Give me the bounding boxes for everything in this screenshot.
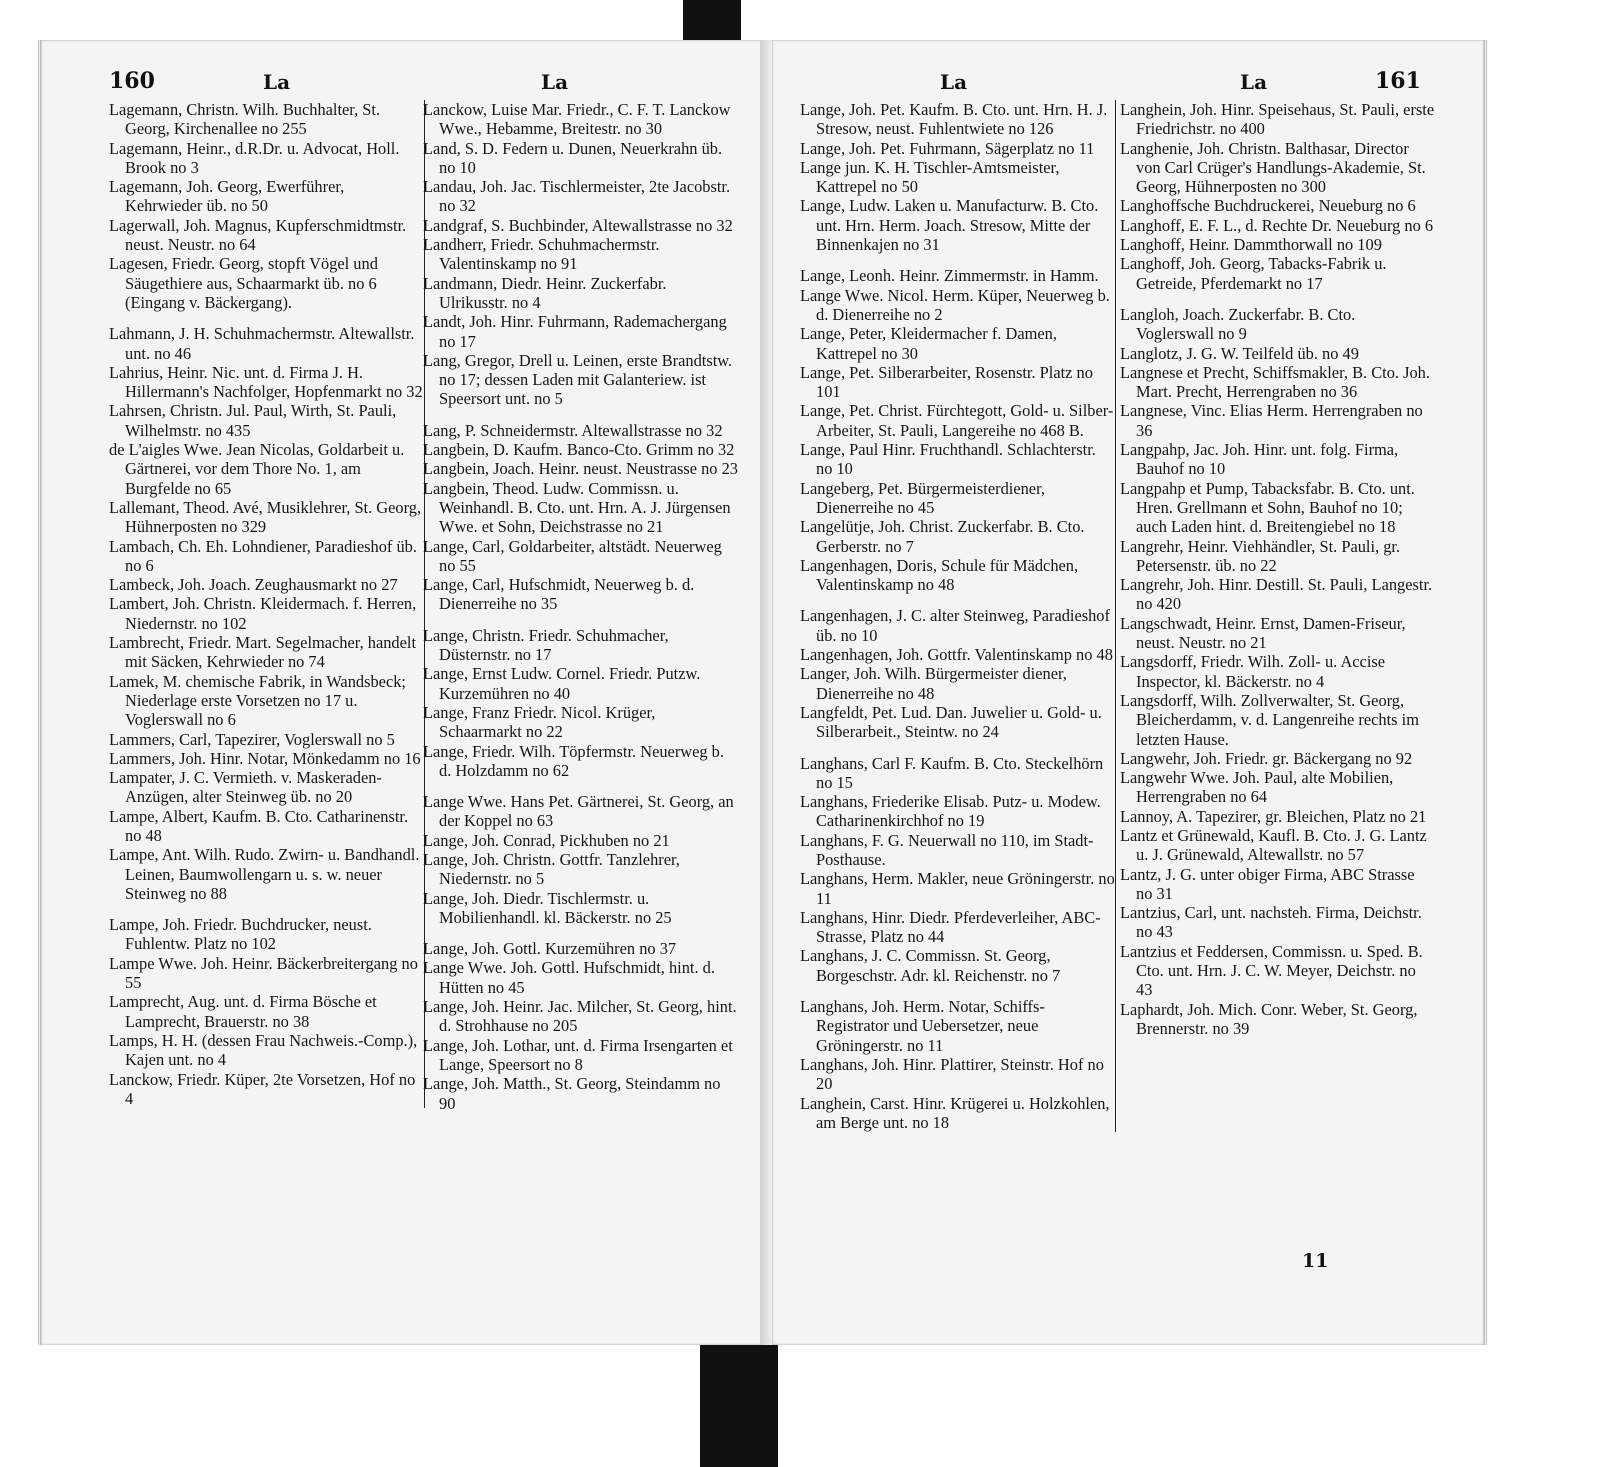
directory-entry: Lange Wwe. Joh. Gottl. Hufschmidt, hint. d. Hütten no 45 xyxy=(423,958,715,997)
directory-entry: Lantz et Grünewald, Kaufl. B. Cto. J. G. Lantz u. J. Grünewald, Altewallstr. no 57 xyxy=(1120,825,1427,865)
directory-entry: Langhein, Joh. Hinr. Speisehaus, St. Pauli, erste Friedrichstr. no 400 xyxy=(1120,100,1435,139)
entry-gap xyxy=(800,254,1115,266)
directory-entry: Langnese, Vinc. Elias Herm. Herrengraben no 36 xyxy=(1120,401,1423,440)
directory-entry: Lahrius, Heinr. Nic. unt. d. Firma J. H. Hillermann's Nachfolger, Hopfenmarkt no 32 xyxy=(109,362,423,402)
directory-entry: Lagemann, Joh. Georg, Ewerführer, Kehrwieder üb. no 50 xyxy=(109,177,345,216)
directory-entry: Lange, Pet. Christ. Fürchtegott, Gold- u. Silber-Arbeiter, St. Pauli, Langereihe no 468 B. xyxy=(800,401,1114,440)
signature-mark: 11 xyxy=(1302,1250,1329,1272)
directory-entry: Lantzius, Carl, unt. nachsteh. Firma, Deichstr. no 43 xyxy=(1120,903,1422,942)
directory-entry: Lammers, Carl, Tapezirer, Voglerswall no 5 xyxy=(109,729,395,749)
directory-entry: Langsdorff, Friedr. Wilh. Zoll- u. Accise Inspector, kl. Bäckerstr. no 4 xyxy=(1120,652,1386,691)
entry-gap xyxy=(800,594,1115,606)
directory-entry: Laphardt, Joh. Mich. Conr. Weber, St. Georg, Brennerstr. no 39 xyxy=(1120,999,1418,1038)
entry-gap xyxy=(800,742,1115,754)
directory-entry: Lange jun. K. H. Tischler-Amtsmeister, Kattrepel no 50 xyxy=(800,157,1060,197)
directory-entry: Langhans, Carl F. Kaufm. B. Cto. Steckelhörn no 15 xyxy=(800,753,1104,792)
directory-entry: Landgraf, S. Buchbinder, Altewallstrasse no 32 xyxy=(423,215,733,235)
entry-gap xyxy=(423,780,738,792)
directory-entry: Langhans, Herm. Makler, neue Gröningerstr. no 11 xyxy=(800,869,1115,908)
running-header-right: La xyxy=(1240,70,1268,94)
directory-entry: Langenhagen, Joh. Gottfr. Valentinskamp no 48 xyxy=(800,645,1113,665)
directory-entry: Langloh, Joach. Zuckerfabr. B. Cto. Voglerswall no 9 xyxy=(1120,304,1356,344)
directory-entry: Lang, P. Schneidermstr. Altewallstrasse no 32 xyxy=(423,420,723,440)
directory-entry: Lamek, M. chemische Fabrik, in Wandsbeck; Niederlage erste Vorsetzen no 17 u. Voglerswall no 6 xyxy=(109,671,406,730)
directory-entry: Lantzius et Feddersen, Commissn. u. Sped. B. Cto. unt. Hrn. J. C. W. Meyer, Deichstr. no 43 xyxy=(1120,941,1423,1000)
page-number: 160 xyxy=(109,68,155,94)
directory-entry: Langeberg, Pet. Bürgermeisterdiener, Dienerreihe no 45 xyxy=(800,478,1045,517)
entry-gap xyxy=(800,985,1115,997)
running-header-left: La xyxy=(263,70,291,94)
directory-entry: Lambrecht, Friedr. Mart. Segelmacher, handelt mit Säcken, Kehrwieder no 74 xyxy=(109,633,417,672)
directory-entry: Lange, Joh. Matth., St. Georg, Steindamm no 90 xyxy=(423,1074,721,1113)
entry-gap xyxy=(423,614,738,626)
directory-entry: Lange, Carl, Goldarbeiter, altstädt. Neuerweg no 55 xyxy=(423,536,722,575)
directory-entry: Lange, Peter, Kleidermacher f. Damen, Kattrepel no 30 xyxy=(800,324,1057,363)
directory-entry: Langenhagen, Doris, Schule für Mädchen, Valentinskamp no 48 xyxy=(800,555,1079,595)
directory-entry: Lange, Ludw. Laken u. Manufacturw. B. Cto. unt. Hrn. Herm. Joach. Stresow, Mitte der Binnenkajen no 31 xyxy=(800,196,1099,255)
directory-entry: Langrehr, Joh. Hinr. Destill. St. Pauli, Langestr. no 420 xyxy=(1120,575,1433,614)
directory-entry: Lange, Joh. Pet. Kaufm. B. Cto. unt. Hrn. H. J. Stresow, neust. Fuhlentwiete no 126 xyxy=(800,100,1108,139)
directory-entry: Lange, Franz Friedr. Nicol. Krüger, Schaarmarkt no 22 xyxy=(423,702,656,742)
directory-entry: Langhans, Joh. Herm. Notar, Schiffs-Registrator und Uebersetzer, neue Gröningerstr. no 11 xyxy=(800,997,1045,1055)
directory-entry: de L'aigles Wwe. Jean Nicolas, Goldarbeit u. Gärtnerei, vor dem Thore No. 1, am Burgfelde no 65 xyxy=(109,440,405,498)
right-page xyxy=(772,40,1487,1345)
directory-entry: Lagemann, Heinr., d.R.Dr. u. Advocat, Holl. Brook no 3 xyxy=(109,138,400,177)
directory-entry: Lange, Joh. Diedr. Tischlermstr. u. Mobilienhandl. kl. Bäckerstr. no 25 xyxy=(423,888,672,927)
directory-entry: Langhein, Carst. Hinr. Krügerei u. Holzkohlen, am Berge unt. no 18 xyxy=(800,1093,1110,1132)
directory-entry: Lange, Pet. Silberarbeiter, Rosenstr. Platz no 101 xyxy=(800,362,1093,402)
directory-entry: Lange, Joh. Conrad, Pickhuben no 21 xyxy=(423,830,670,850)
right-page-column-1 xyxy=(800,100,1116,1132)
directory-entry: Lampater, J. C. Vermieth. v. Maskeraden-Anzügen, alter Steinweg üb. no 20 xyxy=(109,768,382,807)
directory-entry: Langwehr Wwe. Joh. Paul, alte Mobilien, Herrengraben no 64 xyxy=(1120,768,1394,807)
directory-entry: Lange, Joh. Pet. Fuhrmann, Sägerplatz no 11 xyxy=(800,138,1095,158)
directory-entry: Lange, Joh. Heinr. Jac. Milcher, St. Georg, hint. d. Strohhause no 205 xyxy=(423,997,737,1036)
directory-entry: Lannoy, A. Tapezirer, gr. Bleichen, Platz no 21 xyxy=(1120,806,1427,826)
directory-entry: Langsdorff, Wilh. Zollverwalter, St. Georg, Bleicherdamm, v. d. Langenreihe rechts im letzten Hause. xyxy=(1120,690,1419,749)
directory-entry: Lampe, Albert, Kaufm. B. Cto. Catharinenstr. no 48 xyxy=(109,806,409,845)
entry-gap xyxy=(1120,293,1435,305)
directory-entry: Lamprecht, Aug. unt. d. Firma Bösche et Lamprecht, Brauerstr. no 38 xyxy=(109,992,377,1031)
entry-gap xyxy=(423,409,738,421)
entry-gap xyxy=(423,927,738,939)
directory-entry: Lampe Wwe. Joh. Heinr. Bäckerbreitergang no 55 xyxy=(109,953,418,993)
directory-entry: Lange, Carl, Hufschmidt, Neuerweg b. d. Dienerreihe no 35 xyxy=(423,575,695,614)
directory-entry: Lantz, J. G. unter obiger Firma, ABC Strasse no 31 xyxy=(1120,864,1415,903)
directory-entry: Lange, Joh. Gottl. Kurzemühren no 37 xyxy=(423,939,677,959)
directory-entry: Lange, Ernst Ludw. Cornel. Friedr. Putzw. Kurzemühren no 40 xyxy=(423,664,701,703)
directory-entry: Langschwadt, Heinr. Ernst, Damen-Friseur, neust. Neustr. no 21 xyxy=(1120,613,1406,653)
directory-entry: Langenhagen, J. C. alter Steinweg, Paradieshof üb. no 10 xyxy=(800,606,1110,645)
directory-entry: Langhans, Hinr. Diedr. Pferdeverleiher, ABC-Strasse, Platz no 44 xyxy=(800,907,1101,947)
book-spine-bottom xyxy=(700,1345,778,1467)
directory-entry: Langbein, D. Kaufm. Banco-Cto. Grimm no 32 xyxy=(423,440,735,460)
directory-entry: Langhoff, Heinr. Dammthorwall no 109 xyxy=(1120,235,1382,255)
directory-entry: Lange, Paul Hinr. Fruchthandl. Schlachterstr. no 10 xyxy=(800,440,1096,479)
directory-entry: Langbein, Theod. Ludw. Commissn. u. Weinhandl. B. Cto. unt. Hrn. A. J. Jürgensen Wwe. et Sohn, Deichstrasse no 21 xyxy=(423,478,731,537)
directory-entry: Lagerwall, Joh. Magnus, Kupferschmidtmstr. neust. Neustr. no 64 xyxy=(109,215,407,255)
directory-entry: Lallemant, Theod. Avé, Musiklehrer, St. Georg, Hühnerposten no 329 xyxy=(109,497,422,537)
directory-entry: Langhans, Joh. Hinr. Plattirer, Steinstr. Hof no 20 xyxy=(800,1054,1104,1094)
directory-entry: Lahmann, J. H. Schuhmachermstr. Altewallstr. unt. no 46 xyxy=(109,324,415,363)
directory-entry: Landherr, Friedr. Schuhmachermstr. Valentinskamp no 91 xyxy=(423,235,660,274)
directory-entry: Landmann, Diedr. Heinr. Zuckerfabr. Ulrikusstr. no 4 xyxy=(423,273,667,312)
directory-entry: Langpahp et Pump, Tabacksfabr. B. Cto. unt. Hren. Grellmann et Sohn, Bauhof no 10; auch Laden hint. d. Breitengiebel no 18 xyxy=(1120,478,1415,537)
left-page xyxy=(38,40,763,1345)
directory-entry: Langhans, J. C. Commissn. St. Georg, Borgeschstr. Adr. kl. Reichenstr. no 7 xyxy=(800,946,1061,985)
directory-entry: Lampe, Joh. Friedr. Buchdrucker, neust. Fuhlentw. Platz no 102 xyxy=(109,915,372,954)
directory-entry: Langlotz, J. G. W. Teilfeld üb. no 49 xyxy=(1120,343,1359,363)
left-page-column-1 xyxy=(109,100,425,1108)
directory-entry: Langhenie, Joh. Christn. Balthasar, Director von Carl Crüger's Handlungs-Akademie, St. Georg, Hühnerposten no 300 xyxy=(1120,138,1426,197)
entry-gap xyxy=(109,903,424,915)
directory-entry: Lammers, Joh. Hinr. Notar, Mönkedamm no 16 xyxy=(109,748,421,768)
directory-entry: Lange, Joh. Christn. Gottfr. Tanzlehrer, Niedernstr. no 5 xyxy=(423,849,680,889)
directory-entry: Langhans, Friederike Elisab. Putz- u. Modew. Catharinenkirchhof no 19 xyxy=(800,792,1101,831)
directory-entry: Lahrsen, Christn. Jul. Paul, Wirth, St. Pauli, Wilhelmstr. no 435 xyxy=(109,401,397,440)
page-gutter xyxy=(760,40,772,1345)
directory-entry: Lange, Friedr. Wilh. Töpfermstr. Neuerweg b. d. Holzdamm no 62 xyxy=(423,741,724,780)
directory-entry: Lanckow, Friedr. Küper, 2te Vorsetzen, Hof no 4 xyxy=(109,1069,416,1108)
running-header-right: La xyxy=(541,70,569,94)
directory-entry: Lange Wwe. Hans Pet. Gärtnerei, St. Georg, an der Koppel no 63 xyxy=(423,792,734,831)
directory-entry: Lange, Joh. Lothar, unt. d. Firma Irsengarten et Lange, Speersort no 8 xyxy=(423,1035,733,1074)
directory-entry: Langnese et Precht, Schiffsmakler, B. Cto. Joh. Mart. Precht, Herrengraben no 36 xyxy=(1120,362,1430,402)
directory-entry: Lambeck, Joh. Joach. Zeughausmarkt no 27 xyxy=(109,575,398,595)
directory-entry: Lange, Leonh. Heinr. Zimmermstr. in Hamm. xyxy=(800,266,1099,286)
directory-entry: Lange, Christn. Friedr. Schuhmacher, Düsternstr. no 17 xyxy=(423,625,669,665)
directory-entry: Langfeldt, Pet. Lud. Dan. Juwelier u. Gold- u. Silberarbeit., Steintw. no 24 xyxy=(800,702,1102,742)
directory-entry: Landt, Joh. Hinr. Fuhrmann, Rademachergang no 17 xyxy=(423,312,727,351)
directory-entry: Langwehr, Joh. Friedr. gr. Bäckergang no 92 xyxy=(1120,748,1413,768)
directory-entry: Lamps, H. H. (dessen Frau Nachweis.-Comp.), Kajen unt. no 4 xyxy=(109,1030,418,1070)
directory-entry: Lagesen, Friedr. Georg, stopft Vögel und Säugethiere aus, Schaarmarkt üb. no 6 (Eingang v. Bäckergang). xyxy=(109,254,378,312)
entry-gap xyxy=(109,312,424,324)
directory-entry: Langelütje, Joh. Christ. Zuckerfabr. B. Cto. Gerberstr. no 7 xyxy=(800,517,1085,556)
running-header-left: La xyxy=(940,70,968,94)
directory-entry: Langpahp, Jac. Joh. Hinr. unt. folg. Firma, Bauhof no 10 xyxy=(1120,440,1399,479)
directory-entry: Langhoffsche Buchdruckerei, Neueburg no 6 xyxy=(1120,196,1416,216)
directory-entry: Lambach, Ch. Eh. Lohndiener, Paradieshof üb. no 6 xyxy=(109,536,417,575)
directory-entry: Langer, Joh. Wilh. Bürgermeister diener, Dienerreihe no 48 xyxy=(800,664,1067,703)
directory-entry: Lampe, Ant. Wilh. Rudo. Zwirn- u. Bandhandl. Leinen, Baumwollengarn u. s. w. neuer Steinweg no 88 xyxy=(109,845,420,903)
page-number: 161 xyxy=(1375,68,1421,94)
directory-entry: Lanckow, Luise Mar. Friedr., C. F. T. Lanckow Wwe., Hebamme, Breitestr. no 30 xyxy=(423,100,731,139)
directory-entry: Langbein, Joach. Heinr. neust. Neustrasse no 23 xyxy=(423,459,738,479)
directory-entry: Lange Wwe. Nicol. Herm. Küper, Neuerweg b. d. Dienerreihe no 2 xyxy=(800,285,1110,324)
directory-entry: Land, S. D. Federn u. Dunen, Neuerkrahn üb. no 10 xyxy=(423,138,723,177)
left-page-column-2 xyxy=(423,100,738,1113)
directory-entry: Langrehr, Heinr. Viehhändler, St. Pauli, gr. Petersenstr. üb. no 22 xyxy=(1120,536,1401,575)
directory-entry: Langhans, F. G. Neuerwall no 110, im Stadt-Posthause. xyxy=(800,830,1094,869)
book-spine-top xyxy=(683,0,741,40)
directory-entry: Landau, Joh. Jac. Tischlermeister, 2te Jacobstr. no 32 xyxy=(423,177,731,216)
directory-entry: Lang, Gregor, Drell u. Leinen, erste Brandtstw. no 17; dessen Laden mit Galanteriew. ist Speersort unt. no 5 xyxy=(423,350,733,409)
directory-entry: Langhoff, E. F. L., d. Rechte Dr. Neueburg no 6 xyxy=(1120,215,1434,235)
directory-entry: Langhoff, Joh. Georg, Tabacks-Fabrik u. Getreide, Pferdemarkt no 17 xyxy=(1120,254,1387,293)
right-page-column-2 xyxy=(1120,100,1435,1038)
directory-entry: Lambert, Joh. Christn. Kleidermach. f. Herren, Niedernstr. no 102 xyxy=(109,594,417,633)
directory-entry: Lagemann, Christn. Wilh. Buchhalter, St. Georg, Kirchenallee no 255 xyxy=(109,100,381,139)
